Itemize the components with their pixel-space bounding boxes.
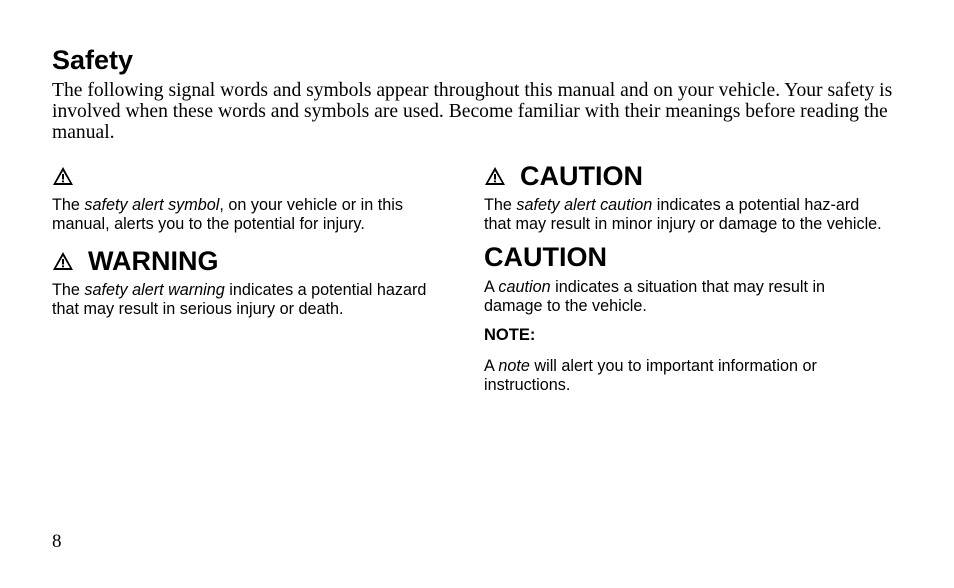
- intro-paragraph: The following signal words and symbols appear throughout this manual and on your vehicle. Your safety is involved when these words and symbols are used. Become familiar with their meanings before reading the manual.: [52, 80, 893, 143]
- note-text: A note will alert you to important information or instructions.: [484, 357, 817, 394]
- page-number: 8: [52, 531, 62, 552]
- left-column: [52, 160, 452, 318]
- right-column: [484, 160, 884, 394]
- warning-triangle-icon: [52, 166, 452, 186]
- warning-heading: WARNING: [52, 245, 452, 277]
- caution-alert-text: The safety alert caution indicates a potential haz-ard that may result in minor injury or damage to the vehicle.: [484, 196, 882, 233]
- note-label: NOTE:: [484, 326, 536, 344]
- warning-text: The safety alert warning indicates a potential hazard that may result in serious injury or death.: [52, 281, 427, 318]
- note-section: [484, 325, 884, 394]
- caution-heading: CAUTION: [484, 242, 607, 272]
- caution-text: A caution indicates a situation that may result in damage to the vehicle.: [484, 278, 826, 315]
- safety-alert-symbol-section: [52, 166, 452, 233]
- warning-triangle-icon: [484, 166, 513, 186]
- page-title: Safety: [52, 45, 134, 75]
- warning-section: [52, 245, 452, 318]
- warning-triangle-icon: [52, 251, 81, 271]
- caution-alert-heading: CAUTION: [484, 160, 884, 192]
- caution-alert-section: [484, 160, 884, 233]
- safety-alert-symbol-text: The safety alert symbol, on your vehicle or in this manual, alerts you to the potential for injury.: [52, 196, 403, 233]
- caution-section: [484, 241, 884, 315]
